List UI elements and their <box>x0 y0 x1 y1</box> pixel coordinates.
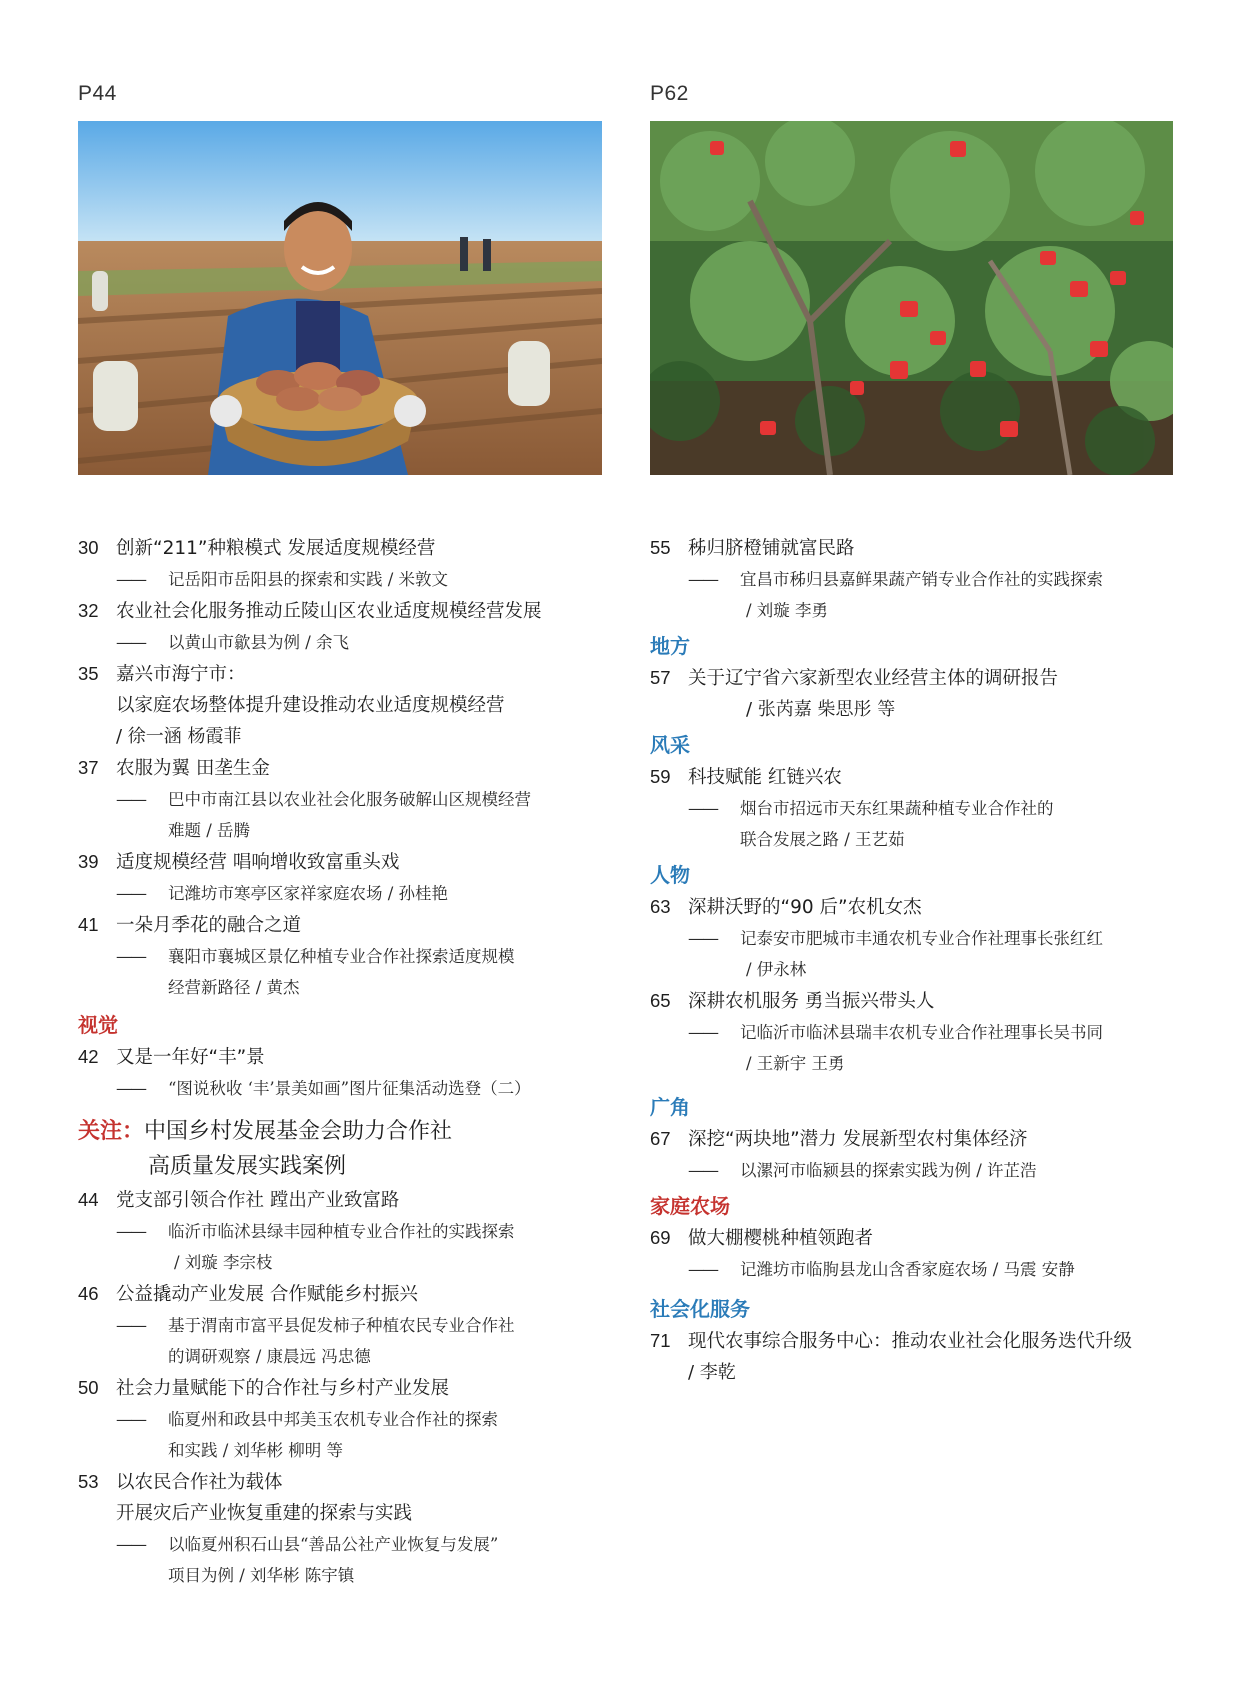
entry-subtitle: 记泰安市肥城市丰通农机专业合作社理事长张红红 <box>740 929 1103 948</box>
toc-entry-35[interactable] <box>78 658 638 752</box>
toc-entry-59[interactable] <box>650 761 1195 855</box>
entry-title-continued: 以家庭农场整体提升建设推动农业适度规模经营 <box>116 695 505 716</box>
entry-subtitle: 临沂市临沭县绿丰园种植专业合作社的实践探索 <box>168 1222 515 1241</box>
toc-entry-46[interactable] <box>78 1278 638 1372</box>
farmer-sweet-potato-photo <box>78 121 602 475</box>
entry-page-number: 50 <box>78 1377 99 1398</box>
entry-page-number: 30 <box>78 537 99 558</box>
entry-subtitle: 以黄山市歙县为例 / 余飞 <box>168 633 350 652</box>
toc-entry-71[interactable] <box>650 1325 1195 1388</box>
dash-mark: —— <box>116 633 145 652</box>
toc-entry-55[interactable] <box>650 532 1195 626</box>
entry-subtitle: 记岳阳市岳阳县的探索和实践 / 米敦文 <box>168 570 449 589</box>
toc-entry-67[interactable] <box>650 1123 1195 1186</box>
entry-page-number: 35 <box>78 663 99 684</box>
section-heading-shijue: 视觉 <box>78 1013 118 1037</box>
focus-section-heading <box>78 1114 638 1184</box>
entry-page-number: 41 <box>78 914 99 935</box>
entry-page-number: 46 <box>78 1283 99 1304</box>
toc-entry-37[interactable] <box>78 752 638 846</box>
entry-page-number: 44 <box>78 1189 99 1210</box>
entry-title: 一朵月季花的融合之道 <box>116 915 302 936</box>
entry-subtitle-continued: 联合发展之路 / 王艺茹 <box>740 830 905 849</box>
apple-orchard-photo <box>650 121 1173 475</box>
toc-entry-32[interactable] <box>78 595 638 658</box>
entry-subtitle: 记潍坊市寒亭区家祥家庭农场 / 孙桂艳 <box>168 884 449 903</box>
entry-author: / 张芮嘉 柴思彤 等 <box>746 699 896 720</box>
entry-title: 农服为翼 田垄生金 <box>116 758 270 779</box>
entry-subtitle: 以临夏州积石山县“善品公社产业恢复与发展” <box>168 1535 499 1554</box>
entry-subtitle-continued: 经营新路径 / 黄杰 <box>168 978 300 997</box>
entry-title: 社会力量赋能下的合作社与乡村产业发展 <box>116 1378 450 1399</box>
section-heading-difang: 地方 <box>650 634 690 658</box>
toc-entry-63[interactable] <box>650 891 1195 985</box>
entry-subtitle-continued: / 王新宇 王勇 <box>746 1054 845 1073</box>
entry-title: 现代农事综合服务中心：推动农业社会化服务迭代升级 <box>688 1331 1133 1352</box>
page-label-left: P44 <box>78 82 117 105</box>
entry-page-number: 59 <box>650 766 671 787</box>
entry-title: 创新“211”种粮模式 发展适度规模经营 <box>116 538 436 559</box>
entry-subtitle: 以漯河市临颍县的探索实践为例 / 许芷浩 <box>740 1161 1037 1180</box>
entry-page-number: 37 <box>78 757 99 778</box>
entry-subtitle: 记潍坊市临朐县龙山含香家庭农场 / 马震 安静 <box>740 1260 1075 1279</box>
page-label-right: P62 <box>650 82 689 105</box>
entry-title: 党支部引领合作社 蹚出产业致富路 <box>116 1190 400 1211</box>
dash-mark: —— <box>116 1535 145 1554</box>
toc-entry-50[interactable] <box>78 1372 638 1466</box>
entry-title: 科技赋能 红链兴农 <box>688 767 842 788</box>
entry-title: 深耕沃野的“90 后”农机女杰 <box>688 897 922 918</box>
toc-entry-42[interactable] <box>78 1041 638 1104</box>
entry-page-number: 63 <box>650 896 671 917</box>
entry-title: 农业社会化服务推动丘陵山区农业适度规模经营发展 <box>116 601 542 622</box>
section-heading-shehui: 社会化服务 <box>650 1297 750 1321</box>
focus-title-line2: 高质量发展实践案例 <box>148 1154 347 1179</box>
entry-title: 做大棚樱桃种植领跑者 <box>688 1228 874 1249</box>
entry-title: 嘉兴市海宁市： <box>116 664 246 685</box>
entry-subtitle-continued: 难题 / 岳腾 <box>168 821 251 840</box>
farmer-photo-illustration <box>78 121 602 475</box>
right-toc-column <box>650 532 1195 1388</box>
entry-subtitle: 襄阳市襄城区景亿种植专业合作社探索适度规模 <box>168 947 515 966</box>
dash-mark: —— <box>116 570 145 589</box>
focus-lead-label: 关注： <box>78 1119 145 1144</box>
entry-title: 以农民合作社为载体 <box>116 1472 283 1493</box>
entry-title: 深耕农机服务 勇当振兴带头人 <box>688 991 935 1012</box>
toc-entry-69[interactable] <box>650 1222 1195 1285</box>
dash-mark: —— <box>116 947 145 966</box>
focus-title-line1: 中国乡村发展基金会助力合作社 <box>144 1119 453 1144</box>
dash-mark: —— <box>116 884 145 903</box>
entry-author: / 李乾 <box>688 1362 736 1383</box>
entry-subtitle-continued: / 刘璇 李宗枝 <box>174 1253 273 1272</box>
dash-mark: —— <box>116 1079 145 1098</box>
entry-page-number: 57 <box>650 667 671 688</box>
entry-title: 公益撬动产业发展 合作赋能乡村振兴 <box>116 1284 418 1305</box>
dash-mark: —— <box>688 570 717 589</box>
entry-page-number: 53 <box>78 1471 99 1492</box>
entry-author: / 徐一涵 杨霞菲 <box>116 726 242 747</box>
entry-title: 深挖“两块地”潜力 发展新型农村集体经济 <box>688 1129 1028 1150</box>
toc-entry-53[interactable] <box>78 1466 638 1591</box>
entry-subtitle: 烟台市招远市天东红果蔬种植专业合作社的 <box>740 799 1054 818</box>
entry-page-number: 32 <box>78 600 99 621</box>
entry-subtitle: 记临沂市临沭县瑞丰农机专业合作社理事长吴书同 <box>740 1023 1103 1042</box>
entry-title: 适度规模经营 唱响增收致富重头戏 <box>116 852 400 873</box>
dash-mark: —— <box>688 1161 717 1180</box>
entry-page-number: 71 <box>650 1330 671 1351</box>
dash-mark: —— <box>116 790 145 809</box>
entry-subtitle: 巴中市南江县以农业社会化服务破解山区规模经营 <box>168 790 531 809</box>
dash-mark: —— <box>116 1222 145 1241</box>
toc-entry-41[interactable] <box>78 909 638 1003</box>
entry-subtitle-continued: 的调研观察 / 康晨远 冯忠德 <box>168 1347 371 1366</box>
entry-subtitle-continued: 项目为例 / 刘华彬 陈宇镇 <box>168 1566 355 1585</box>
section-heading-jiating: 家庭农场 <box>650 1194 730 1218</box>
entry-page-number: 69 <box>650 1227 671 1248</box>
entry-page-number: 42 <box>78 1046 99 1067</box>
section-heading-renwu: 人物 <box>650 863 690 887</box>
dash-mark: —— <box>116 1410 145 1429</box>
toc-entry-30[interactable] <box>78 532 638 595</box>
section-heading-guangjiao: 广角 <box>650 1095 690 1119</box>
dash-mark: —— <box>688 929 717 948</box>
toc-entry-44[interactable] <box>78 1184 638 1278</box>
entry-title: 关于辽宁省六家新型农业经营主体的调研报告 <box>688 668 1059 689</box>
entry-subtitle: 宜昌市秭归县嘉鲜果蔬产销专业合作社的实践探索 <box>740 570 1103 589</box>
entry-subtitle-continued: / 伊永林 <box>746 960 807 979</box>
entry-title: 又是一年好“丰”景 <box>116 1047 265 1068</box>
entry-subtitle: 临夏州和政县中邦美玉农机专业合作社的探索 <box>168 1410 498 1429</box>
toc-entry-57[interactable] <box>650 662 1195 725</box>
dash-mark: —— <box>688 1260 717 1279</box>
left-toc-column <box>78 532 638 1591</box>
toc-entry-39[interactable] <box>78 846 638 909</box>
entry-title: 秭归脐橙铺就富民路 <box>688 538 855 559</box>
entry-subtitle: 基于渭南市富平县促发柿子种植农民专业合作社 <box>168 1316 515 1335</box>
entry-subtitle-continued: / 刘璇 李勇 <box>746 601 829 620</box>
entry-subtitle: “图说秋收 ‘丰’景美如画”图片征集活动选登（二） <box>168 1079 531 1098</box>
dash-mark: —— <box>688 799 717 818</box>
entry-subtitle-continued: 和实践 / 刘华彬 柳明 等 <box>168 1441 344 1460</box>
section-heading-fengcai: 风采 <box>650 733 690 757</box>
toc-entry-65[interactable] <box>650 985 1195 1079</box>
entry-page-number: 55 <box>650 537 671 558</box>
dash-mark: —— <box>116 1316 145 1335</box>
entry-page-number: 39 <box>78 851 99 872</box>
entry-title-continued: 开展灾后产业恢复重建的探索与实践 <box>116 1503 413 1524</box>
entry-page-number: 65 <box>650 990 671 1011</box>
entry-page-number: 67 <box>650 1128 671 1149</box>
orchard-photo-illustration <box>650 121 1173 475</box>
dash-mark: —— <box>688 1023 717 1042</box>
